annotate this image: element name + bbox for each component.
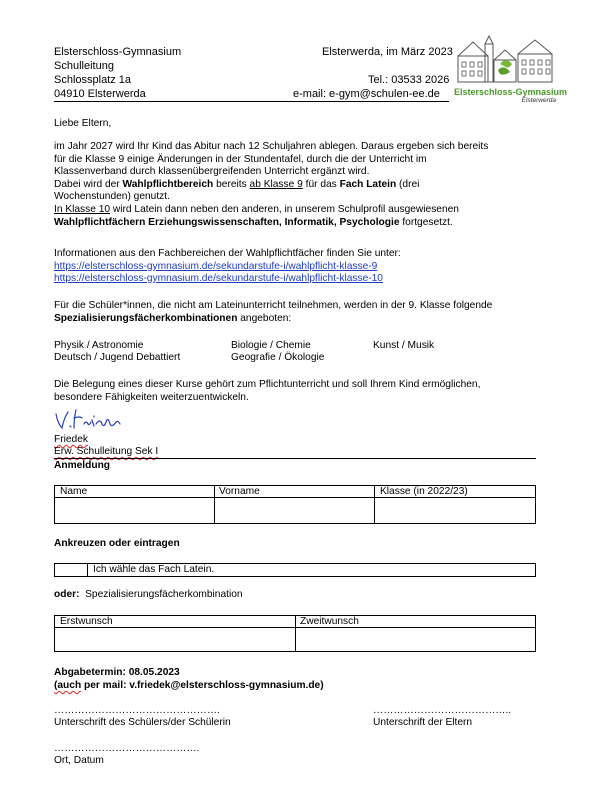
deadline: Abgabetermin: 08.05.2023 (54, 667, 180, 678)
logo-text: Elsterschloss-Gymnasium (454, 86, 568, 97)
salutation: Liebe Eltern, (54, 118, 112, 129)
or-line: oder: Spezialisierungsfächerkombination (54, 589, 243, 600)
col-vorname: Vorname (219, 486, 260, 497)
signer-role: Erw. Schulleitung Sek I (54, 446, 159, 457)
paragraph-1 (54, 141, 534, 229)
vorname-input[interactable] (215, 498, 373, 523)
tick-heading: Ankreuzen oder eintragen (54, 538, 180, 549)
link-klasse-10[interactable]: https://elsterschloss-gymnasium.de/sekundarstufe-i/wahlpflicht-klasse-10 (54, 273, 383, 284)
col-zweitwunsch: Zweitwunsch (300, 616, 359, 627)
name-input[interactable] (55, 498, 213, 523)
student-signature-line[interactable]: …………………………………………. (54, 705, 220, 716)
p1-line: Klassenverband durch klassenübergreifenden Unterricht ergänzt wird. (54, 166, 370, 178)
school-logo (454, 34, 568, 104)
p5-line: Die Belegung eines dieser Kurse gehört zum Pflichtunterricht und soll Ihrem Kind ermöglichen, (54, 379, 481, 390)
combo-kunst: Kunst / Musik (373, 340, 435, 351)
col-klasse: Klasse (in 2022/23) (380, 486, 468, 497)
klasse-input[interactable] (375, 498, 535, 523)
school-name: Elsterschloss-Gymnasium (54, 46, 182, 58)
student-signature-label: Unterschrift des Schülers/der Schülerin (54, 717, 231, 728)
place-date: Elsterwerda, im März 2023 (322, 46, 453, 58)
p2-line: Wochenstunden) genutzt. (54, 191, 170, 203)
p5-line: besondere Fähigkeiten weiterzuentwickeln. (54, 391, 249, 403)
p4-line: Spezialisierungsfächerkombinationen angeboten: (54, 312, 292, 324)
paragraph-4 (54, 300, 492, 325)
combo-physik: Physik / Astronomie (54, 340, 144, 351)
link-klasse-9[interactable]: https://elsterschloss-gymnasium.de/sekundarstufe-i/wahlpflicht-klasse-9 (54, 261, 378, 272)
parent-signature-label: Unterschrift der Eltern (373, 717, 473, 728)
email: e-mail: e-gym@schulen-ee.de (293, 88, 440, 100)
signer-name: Friedek (54, 434, 88, 445)
p4-line: Für die Schüler*innen, die nicht am Lateinunterricht teilnehmen, werden in der 9. Klasse folgende (54, 300, 493, 311)
school-street: Schlossplatz 1a (54, 74, 132, 86)
p3-line: In Klasse 10 wird Latein dann neben den anderen, in unserem Schulprofil ausgewiesenen (54, 203, 459, 215)
mail-note: (auch per mail: v.friedek@elsterschloss-gymnasium.de) (54, 680, 324, 691)
combo-biologie: Biologie / Chemie (231, 340, 311, 351)
col-name: Name (60, 486, 88, 497)
latin-option-label: Ich wähle das Fach Latein. (93, 564, 215, 575)
col-erstwunsch: Erstwunsch (60, 616, 113, 627)
erstwunsch-input[interactable] (55, 628, 294, 651)
info-text: Informationen aus den Fachbereichen der Wahlpflichtfächer finden Sie unter: (54, 248, 401, 259)
latin-checkbox[interactable] (55, 564, 86, 576)
school-dept: Schulleitung (54, 60, 114, 72)
section-rule (54, 458, 536, 459)
p3-line: Wahlpflichtfächern Erziehungswissenschaften, Informatik, Psychologie fortgesetzt. (54, 216, 453, 228)
combo-deutsch: Deutsch / Jugend Debattiert (54, 352, 181, 363)
combo-geografie: Geografie / Ökologie (231, 352, 325, 363)
place-date-label: Ort, Datum (54, 755, 104, 766)
paragraph-5 (54, 379, 480, 404)
p1-line: im Jahr 2027 wird Ihr Kind das Abitur nach 12 Schuljahren ablegen. Daraus ergeben sich bereits (54, 141, 489, 152)
castle-icon (454, 34, 558, 86)
school-city: 04910 Elsterwerda (54, 88, 146, 100)
header-rule (54, 101, 449, 102)
zweitwunsch-input[interactable] (296, 628, 535, 651)
place-date-line[interactable]: ……………………………………. (54, 743, 200, 754)
p1-line: für die Klasse 9 einige Änderungen in der Stundentafel, durch die der Unterricht im (54, 153, 427, 165)
phone: Tel.: 03533 2026 (368, 74, 450, 86)
p2-line: Dabei wird der Wahlpflichtbereich bereits ab Klasse 9 für das Fach Latein (drei (54, 178, 420, 190)
parent-signature-line[interactable]: ………………………………….. (373, 705, 512, 716)
logo-sub: Elsterwerda (521, 96, 556, 104)
signature-image (54, 406, 124, 434)
latin-option-divider (87, 563, 88, 577)
form-title: Anmeldung (54, 460, 111, 471)
